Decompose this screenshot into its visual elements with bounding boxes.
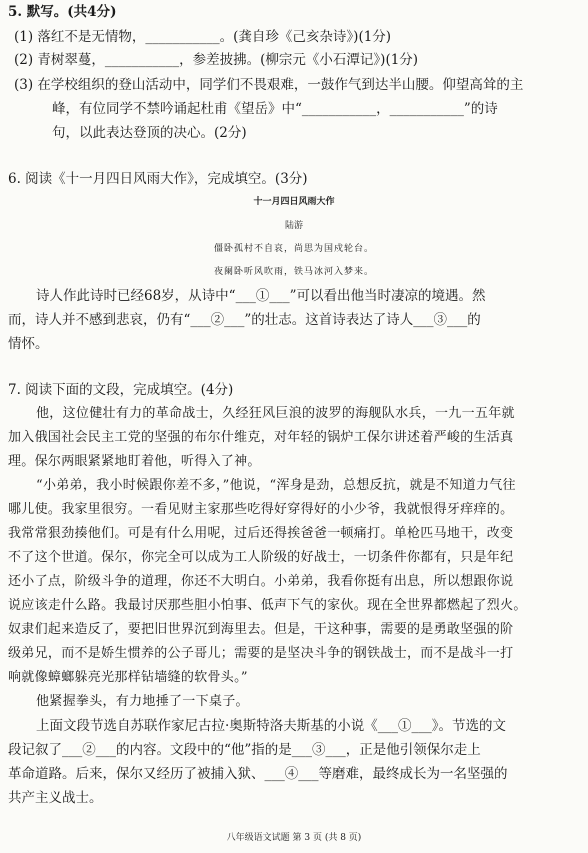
q6-text-line-3: 情怀。	[8, 336, 49, 352]
poem-title: 十一月四日风雨大作	[253, 197, 335, 207]
q5-item-2: (2) 青树翠蔓，___________，参差披拂。(柳宗元《小石潭记》)(1分)	[14, 52, 419, 68]
story-line: 他紧握拳头，有力地捶了一下桌子。	[36, 694, 249, 709]
story-line: 说应该走什么路。我最讨厌那些胆小怕事、低声下气的家伙。现在全世界都燃起了烈火。	[8, 598, 527, 613]
q5-item-1: (1) 落红不是无情物，___________。(龚自珍《己亥杂诗》)(1分)	[14, 29, 392, 45]
q7-question-line: 段记叙了___②___的内容。文段中的“他”指的是___③___，正是他引领保尔走上	[8, 742, 481, 758]
q6-text-line-2: 而，诗人并不感到悲哀，仍有“___②___”的壮志。这首诗表达了诗人___③___的	[8, 312, 481, 328]
q7-title: 7. 阅读下面的文段，完成填空。(4分)	[8, 382, 234, 398]
q7-question-line: 共产主义战士。	[8, 790, 103, 806]
story-line: 还小了点，阶级斗争的道理，你还不大明白。小弟弟，我看你挺有出息，所以想跟你说	[8, 574, 514, 589]
poem-author: 陆游	[284, 221, 303, 231]
q5-item-3-line-1: (3) 在学校组织的登山活动中，同学们不畏艰难，一鼓作气到达半山腰。仰望高耸的主	[14, 77, 524, 93]
story-line: “小弟弟，我小时候跟你差不多，”他说，“浑身是劲，总想反抗，就是不知道力气往	[36, 478, 516, 493]
q5-item-3-line-3: 句，以此表达登顶的决心。(2分)	[52, 125, 247, 141]
story-line: 理。保尔两眼紧紧地盯着他，听得入了神。	[8, 454, 261, 469]
q5-item-3-line-2: 峰，有位同学不禁吟诵起杜甫《望岳》中“___________，___________”的诗	[52, 101, 498, 117]
poem-line-2: 夜阑卧听风吹雨，铁马冰河入梦来。	[213, 267, 374, 277]
q5-title: 5. 默写。(共4分)	[8, 4, 117, 20]
story-line: 响就像蟑螂躲亮光那样钻墙缝的软骨头。”	[8, 670, 248, 685]
story-line: 加入俄国社会民主工党的坚强的布尔什维克，对年轻的锅炉工保尔讲述着严峻的生活真	[8, 430, 514, 445]
story-line: 奴隶们起来造反了，要把旧世界沉到海里去。但是，干这种事，需要的是勇敢坚强的阶	[8, 622, 514, 637]
page-footer: 八年级语文试题 第 3 页 (共 8 页)	[226, 833, 362, 843]
q7-question-line: 革命道路。后来，保尔又经历了被捕入狱、___④___等磨难，最终成长为一名坚强的	[8, 766, 508, 782]
story-line: 我常常狠劲揍他们。可是有什么用呢，过后还得挨爸爸一顿痛打。单枪匹马地干，改变	[8, 526, 514, 541]
story-line: 他，这位健壮有力的革命战士，久经狂风巨浪的波罗的海舰队水兵，一九一五年就	[36, 406, 515, 421]
story-line: 级弟兄，而不是娇生惯养的公子哥儿；需要的是坚决斗争的钢铁战士，而不是战斗一打	[8, 646, 514, 661]
q7-question-line: 上面文段节选自苏联作家尼古拉·奥斯特洛夫斯基的小说《___①___》。节选的文	[36, 718, 507, 734]
q6-title: 6. 阅读《十一月四日风雨大作》，完成填空。(3分)	[8, 171, 308, 187]
story-line: 不了这个世道。保尔，你完全可以成为工人阶级的好战士，一切条件你都有，只是年纪	[8, 550, 514, 565]
story-line: 哪儿使。我家里很穷。一看见财主家那些吃得好穿得好的小少爷，我就恨得牙痒痒的。	[8, 502, 514, 517]
poem-line-1: 僵卧孤村不自哀，尚思为国戍轮台。	[213, 244, 374, 254]
q6-text-line-1: 诗人作此诗时已经68岁，从诗中“___①___”可以看出他当时凄凉的境遇。然	[36, 288, 486, 304]
